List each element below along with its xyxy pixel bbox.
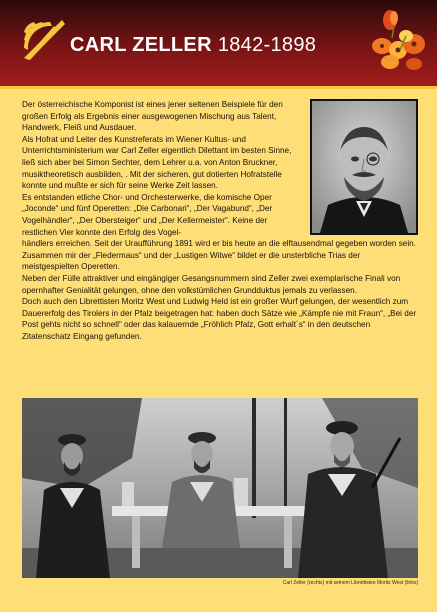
- historic-group-photo: [22, 398, 418, 578]
- header-banner: [0, 0, 437, 86]
- flowers-icon: [370, 6, 432, 78]
- page-title: [70, 34, 316, 57]
- biography-text: [22, 99, 418, 342]
- photo-caption: Carl Zeller (rechts) mit seinem Librettisten Moritz West (links): [282, 580, 418, 586]
- opera-logo-icon: [22, 18, 66, 62]
- paragraph-works-end: händlers erreichen. Seit der Uraufführung 1891 wird er bis heute an die elftausendmal gegeben worden sein. Zusammen mir der „Fledermaus“ und der „Lustigen Witwe“ bildet er die unsterbliche Trias der meistgespielten Operetten.: [22, 239, 417, 272]
- paragraph-career: Als Hofrat und Leiter des Kunstreferats im Wiener Kultus- und Unterrichtsministerium war Carl Zeller eigentlich Dilettant im besten Sinne, ließ sich aber bei Simon Sechter, dem Lehrer u.a. von Anton Bruckner, musiktheoretisch ausbilden, . Mit der sicheren, gut dotierten Hofratstelle konnte und mußte er sich für seine Werke Zeit lassen.: [22, 134, 292, 191]
- paragraph-librettists: Doch auch den Librettisten Moritz West und Ludwig Held ist ein großer Wurf gelungen, der wesentlich zum Dauererfolg des Tirolers in der Pfalz beigetragen hat: haben doch Sätze wie „Kämpfe nie mit Fraun“, „Bei der Post gehts nicht so schnell“ oder das kalauernde „Fröhlich Pfalz, Gott erhalt´s“ in den deutschen Zitatenschatz Eingang gefunden.: [22, 297, 417, 341]
- paragraph-works-start: Es entstanden etliche Chor- und Orchesterwerke, die komische Oper „Joconde“ und fünf Operetten: „Die Carbonari“, „Der Vagabund“, „Der Vogelhändler“, „Der Obersteiger“ und „Der Kellermeister“. Keine der restlichen Vier konnte den Erfolg des Vogel-: [22, 192, 273, 237]
- composer-years: 1842-1898: [217, 34, 317, 56]
- footer-strip: [0, 596, 437, 612]
- paragraph-intro: Der österreichische Komponist ist eines jener seltenen Beispiele für den großen Erfolg als Ergebnis einer ausgewogenen Mischung aus Talent, Handwerk, Fleiß und Ausdauer.: [22, 100, 283, 133]
- paragraph-finali: Neben der Fülle attraktiver und eingängiger Gesangsnummern sind Zeller zwei exemplarische Finali von opernhafter Genialität gelungen, ohne den volkstümlichen Grundduktus jemals zu verlassen.: [22, 273, 401, 295]
- header-divider: [0, 86, 437, 89]
- composer-name: CARL ZELLER: [70, 34, 212, 56]
